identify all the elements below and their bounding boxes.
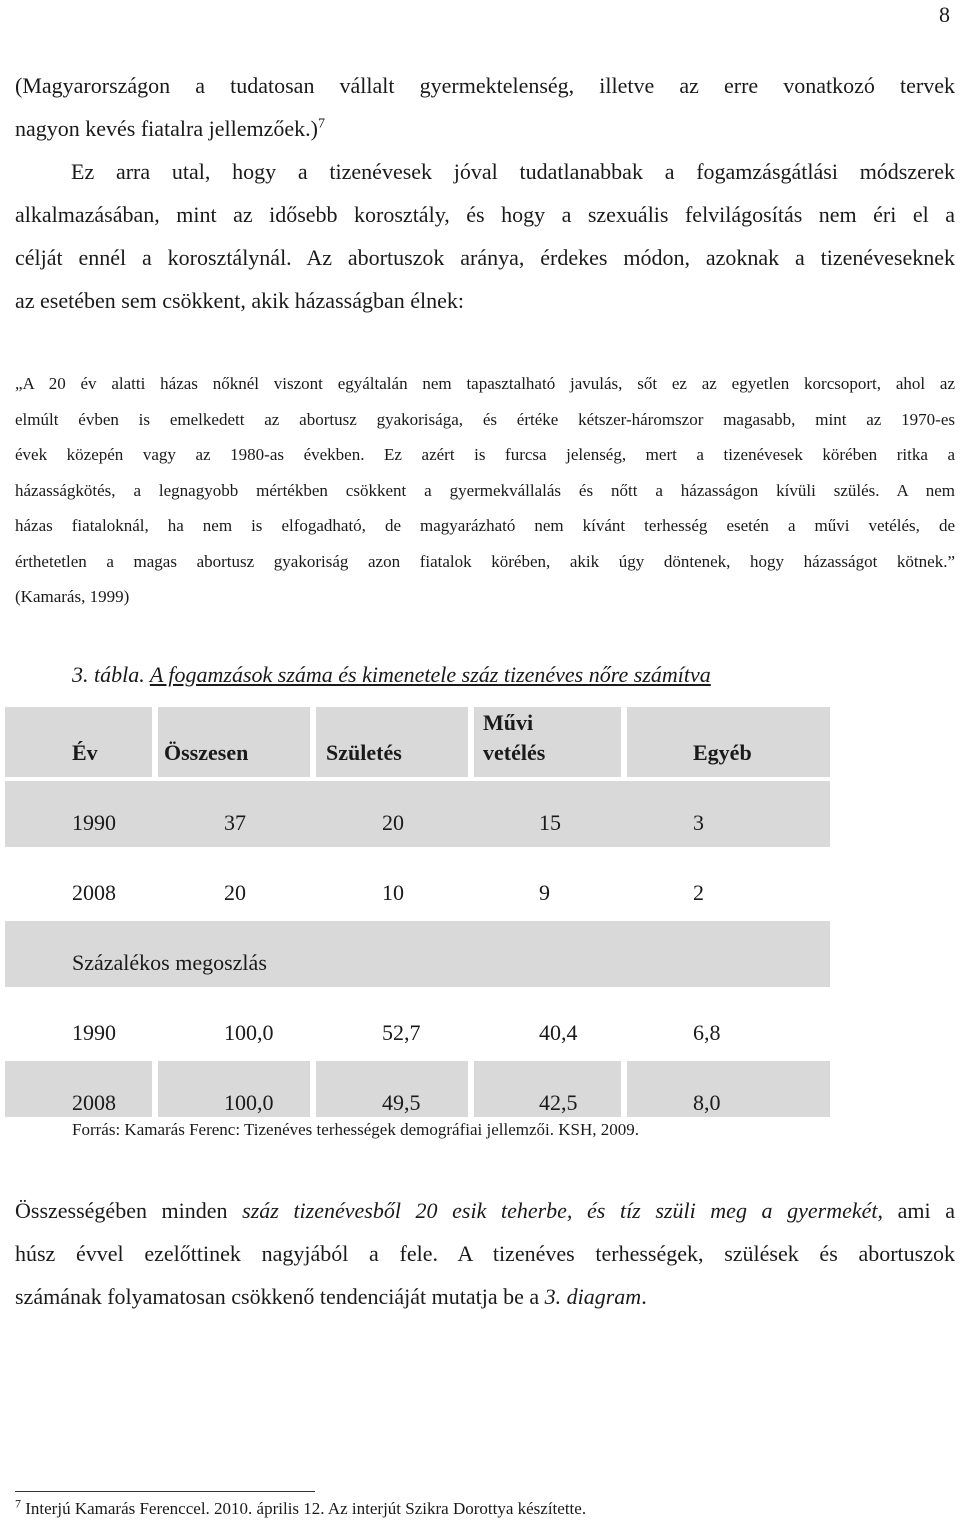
- intro-p1-line1: (Magyarországon a tudatosan vállalt gyermektelenség, illetve az erre vonatkozó tervek: [15, 73, 955, 98]
- cell-egyeb: 2: [693, 880, 704, 905]
- intro-p1-line2-wrap: [15, 107, 955, 150]
- cell-szuletes: 49,5: [382, 1090, 421, 1115]
- quote-line3: évek közepén vagy az 1980-as években. Ez azért is furcsa jelenség, mert a tizenévesek körében ritka a: [15, 445, 955, 464]
- footnote-divider: [15, 1491, 315, 1492]
- summary-line3: [15, 1275, 955, 1318]
- cell-egyeb: 6,8: [693, 1020, 721, 1045]
- row-bg-1: [5, 781, 830, 847]
- cell-szuletes: 10: [382, 880, 404, 905]
- intro-p2-line2: alkalmazásában, mint az idősebb korosztály, és hogy a szexuális felvilágosítás nem éri el a: [15, 202, 955, 227]
- cell-ev: 1990: [72, 810, 116, 835]
- cell-muvi: 40,4: [539, 1020, 578, 1045]
- page-number: 8: [939, 2, 950, 27]
- footnote: [15, 1496, 587, 1519]
- table-caption-title: A fogamzások száma és kimenetele száz tizenéves nőre számítva: [149, 662, 711, 687]
- quote-line6: érthetetlen a magas abortusz gyakoriság azon fiatalok körében, akik úgy döntenek, hogy házasságot kötnek.”: [15, 551, 955, 571]
- summary-l1-emphasis: száz tizenévesből 20 esik teherbe, és tíz szüli meg a gyermekét: [242, 1198, 878, 1223]
- cell-osszesen: 100,0: [224, 1090, 274, 1115]
- intro-p2-line1: Ez arra utal, hogy a tizenévesek jóval tudatlanabbak a fogamzásgátlási módszerek: [71, 159, 955, 184]
- intro-paragraph-1: [15, 64, 955, 150]
- header-muvi-line2: vetélés: [483, 740, 546, 765]
- cell-muvi: 15: [539, 810, 561, 835]
- cell-egyeb: 3: [693, 810, 704, 835]
- diagram-reference: 3. diagram: [544, 1284, 642, 1309]
- cell-egyeb: 8,0: [693, 1090, 721, 1115]
- footnote-ref: 7: [317, 116, 325, 132]
- intro-p1-line2: nagyon kevés fiatalra jellemzőek.): [15, 116, 318, 141]
- quote-line1: „A 20 év alatti házas nőknél viszont egyáltalán nem tapasztalható javulás, sőt ez az egyetlen korcsoport, ahol az: [15, 374, 955, 393]
- intro-paragraph-2: [15, 150, 955, 322]
- header-muvi-line1: Művi: [483, 710, 534, 735]
- quote-line2: elmúlt évben is emelkedett az abortusz gyakorisága, és értéke kétszer-háromszor magasabb, mint az 1970-es: [15, 409, 955, 429]
- cell-ev: 1990: [72, 1020, 116, 1045]
- footnote-number: 7: [15, 1496, 21, 1511]
- summary-l3-c: .: [641, 1284, 647, 1309]
- intro-p2-line4: az esetében sem csökkent, akik házasságban élnek:: [15, 288, 464, 313]
- summary-l3-a: számának folyamatosan csökkenő tendenciáját mutatja be a: [15, 1284, 545, 1309]
- summary-l1-a: Összességében minden: [15, 1198, 243, 1223]
- cell-osszesen: 20: [224, 880, 246, 905]
- row-bg-2: [5, 851, 830, 917]
- table-caption-number: 3. tábla.: [72, 662, 145, 687]
- quote-line4: házasságkötés, a legnagyobb mértékben csökkent a gyermekvállalás és nőtt a házasságon kívüli szülés. A nem: [15, 480, 955, 500]
- cell-osszesen: 100,0: [224, 1020, 274, 1045]
- cell-szuletes: 52,7: [382, 1020, 421, 1045]
- section-label: Százalékos megoszlás: [72, 950, 267, 975]
- block-quote: [15, 366, 955, 615]
- cell-szuletes: 20: [382, 810, 404, 835]
- data-table: [5, 707, 830, 1117]
- quote-line5: házas fiataloknál, ha nem is elfogadható, de magyarázható nem kívánt terhesség esetén a művi vetélés, de: [15, 516, 955, 535]
- cell-ev: 2008: [72, 1090, 116, 1115]
- summary-line2: húsz évvel ezelőttinek nagyjából a fele. A tizenéves terhességek, szülések és abortuszok: [15, 1241, 955, 1266]
- quote-citation: (Kamarás, 1999): [15, 587, 130, 606]
- intro-p2-line3: célját ennél a korosztálynál. Az abortuszok aránya, érdekes módon, azoknak a tizenéveseknek: [15, 245, 955, 270]
- header-osszesen: Összesen: [164, 740, 249, 765]
- cell-ev: 2008: [72, 880, 116, 905]
- header-ev: Év: [72, 740, 98, 765]
- header-szuletes: Születés: [326, 740, 402, 765]
- summary-paragraph: [15, 1189, 955, 1318]
- summary-line1: [15, 1189, 955, 1232]
- cell-muvi: 9: [539, 880, 550, 905]
- row-bg-5: [627, 1061, 830, 1117]
- cell-muvi: 42,5: [539, 1090, 578, 1115]
- cell-osszesen: 37: [224, 810, 246, 835]
- table-caption: [72, 662, 711, 688]
- table-source: Forrás: Kamarás Ferenc: Tizenéves terhességek demográfiai jellemzői. KSH, 2009.: [72, 1120, 639, 1139]
- header-egyeb: Egyéb: [693, 740, 752, 765]
- summary-l1-c: , ami a: [877, 1198, 956, 1223]
- footnote-text: Interjú Kamarás Ferenccel. 2010. április 12. Az interjút Szikra Dorottya készítette.: [21, 1499, 587, 1518]
